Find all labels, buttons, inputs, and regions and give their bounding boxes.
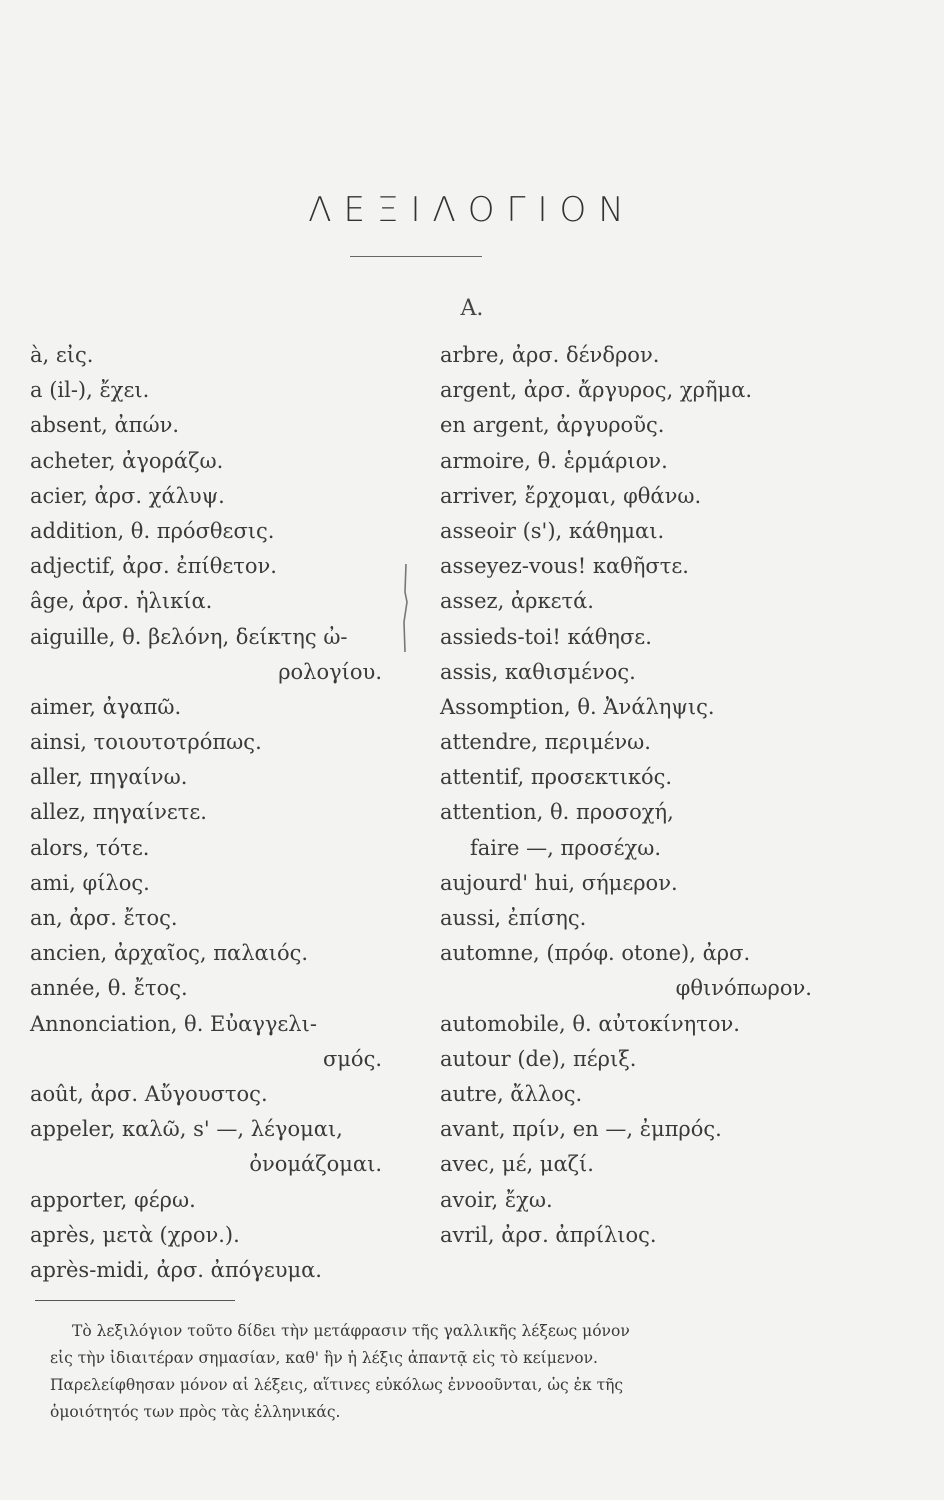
footnote-divider	[35, 1300, 235, 1301]
glossary-entry: absent, ἀπών.	[30, 413, 180, 438]
glossary-entry: avoir, ἔχω.	[440, 1187, 553, 1212]
glossary-entry: ainsi, τοιουτοτρόπως.	[30, 730, 262, 755]
glossary-entry: Annonciation, θ. Εὐαγγελι-	[30, 1011, 317, 1036]
footnote-line: ὁμοιότητός των πρὸς τὰς ἑλληνικάς.	[50, 1403, 341, 1421]
glossary-entry: arriver, ἔρχομαι, φθάνω.	[440, 483, 702, 508]
glossary-entry: âge, ἀρσ. ἡλικία.	[30, 589, 213, 614]
glossary-entry: alors, τότε.	[30, 835, 150, 860]
title-divider	[350, 256, 482, 257]
glossary-entry: addition, θ. πρόσθεσις.	[30, 518, 275, 543]
glossary-entry: armoire, θ. ἑρμάριον.	[440, 448, 668, 473]
section-letter: A.	[460, 296, 484, 321]
glossary-entry: à, εἰς.	[30, 343, 94, 367]
glossary-entry: autre, ἄλλος.	[440, 1081, 583, 1106]
glossary-entry: en argent, ἀργυροῦς.	[440, 413, 665, 438]
glossary-entry: automobile, θ. αὐτοκίνητον.	[440, 1011, 740, 1036]
glossary-entry: automne, (πρόφ. otone), ἀρσ.	[440, 941, 751, 966]
glossary-entry-continuation: φθινόπωρον.	[675, 976, 812, 1001]
glossary-entry: aimer, ἀγαπῶ.	[30, 694, 182, 719]
page-title: ΛΕΞΙΛΟΓΙΟΝ	[308, 190, 636, 230]
glossary-entry: ancien, ἀρχαῖος, παλαιός.	[30, 941, 309, 966]
glossary-entry: aller, πηγαίνω.	[30, 765, 188, 790]
glossary-entry: an, ἀρσ. ἔτος.	[30, 906, 178, 930]
glossary-entry: asseyez-vous! καθῆστε.	[440, 554, 689, 579]
glossary-entry: année, θ. ἔτος.	[30, 976, 188, 1001]
glossary-entry: après-midi, ἀρσ. ἀπόγευμα.	[30, 1257, 322, 1282]
glossary-entry-continuation: ρολογίου.	[278, 659, 382, 684]
glossary-entry: arbre, ἀρσ. δένδρον.	[440, 343, 660, 367]
glossary-entry: attendre, περιμένω.	[440, 730, 651, 755]
left-column	[30, 338, 390, 1288]
glossary-entry: après, μετὰ (χρον.).	[30, 1222, 240, 1247]
glossary-entry: avril, ἀρσ. ἀπρίλιος.	[440, 1222, 657, 1247]
glossary-entry-continuation: σμός.	[322, 1046, 382, 1071]
footnote-line: Παρελείφθησαν μόνον αἱ λέξεις, αἵτινες εὐκόλως ἐννοοῦνται, ὡς ἐκ τῆς	[50, 1376, 624, 1394]
glossary-entry: acier, ἀρσ. χάλυψ.	[30, 483, 225, 508]
glossary-entry: aujourd' hui, σήμερον.	[440, 870, 678, 895]
glossary-entry: appeler, καλῶ, s' —, λέγομαι,	[30, 1117, 343, 1142]
footnote	[50, 1318, 810, 1426]
glossary-entry: attentif, προσεκτικός.	[440, 765, 673, 790]
glossary-entry: avec, μέ, μαζί.	[440, 1152, 594, 1177]
footnote-line: εἰς τὴν ἰδιαιτέραν σημασίαν, καθ' ἣν ἡ λέξις ἀπαντᾷ εἰς τὸ κείμενον.	[50, 1349, 598, 1367]
glossary-entry: adjectif, ἀρσ. ἐπίθετον.	[30, 554, 277, 579]
right-column	[440, 338, 820, 1253]
glossary-entry: avant, πρίν, en —, ἐμπρός.	[440, 1117, 722, 1142]
glossary-entry-continuation: ὀνομάζομαι.	[249, 1152, 382, 1177]
glossary-entry: argent, ἀρσ. ἄργυρος, χρῆμα.	[440, 378, 753, 403]
glossary-entry: assez, ἀρκετά.	[440, 589, 594, 614]
glossary-entry: asseoir (s'), κάθημαι.	[440, 518, 665, 543]
footnote-line: Τὸ λεξιλόγιον τοῦτο δίδει τὴν μετάφρασιν τῆς γαλλικῆς λέξεως μόνον	[72, 1322, 630, 1340]
glossary-entry: allez, πηγαίνετε.	[30, 800, 207, 825]
glossary-entry: août, ἀρσ. Αὔγουστος.	[30, 1081, 268, 1106]
glossary-entry: faire —, προσέχω.	[470, 835, 662, 860]
margin-pencil-mark	[402, 562, 408, 654]
glossary-entry: aussi, ἐπίσης.	[440, 906, 587, 930]
glossary-entry: ami, φίλος.	[30, 870, 150, 895]
glossary-entry: attention, θ. προσοχή,	[440, 800, 674, 825]
glossary-entry: apporter, φέρω.	[30, 1187, 196, 1212]
glossary-entry: assis, καθισμένος.	[440, 659, 636, 684]
glossary-entry: autour (de), πέριξ.	[440, 1046, 637, 1071]
glossary-entry: a (il-), ἔχει.	[30, 378, 150, 403]
glossary-entry: assieds-toi! κάθησε.	[440, 624, 652, 649]
glossary-entry: acheter, ἀγοράζω.	[30, 448, 224, 473]
glossary-entry: Assomption, θ. Ἀνάληψις.	[440, 694, 715, 719]
glossary-entry: aiguille, θ. βελόνη, δείκτης ὠ-	[30, 624, 348, 649]
